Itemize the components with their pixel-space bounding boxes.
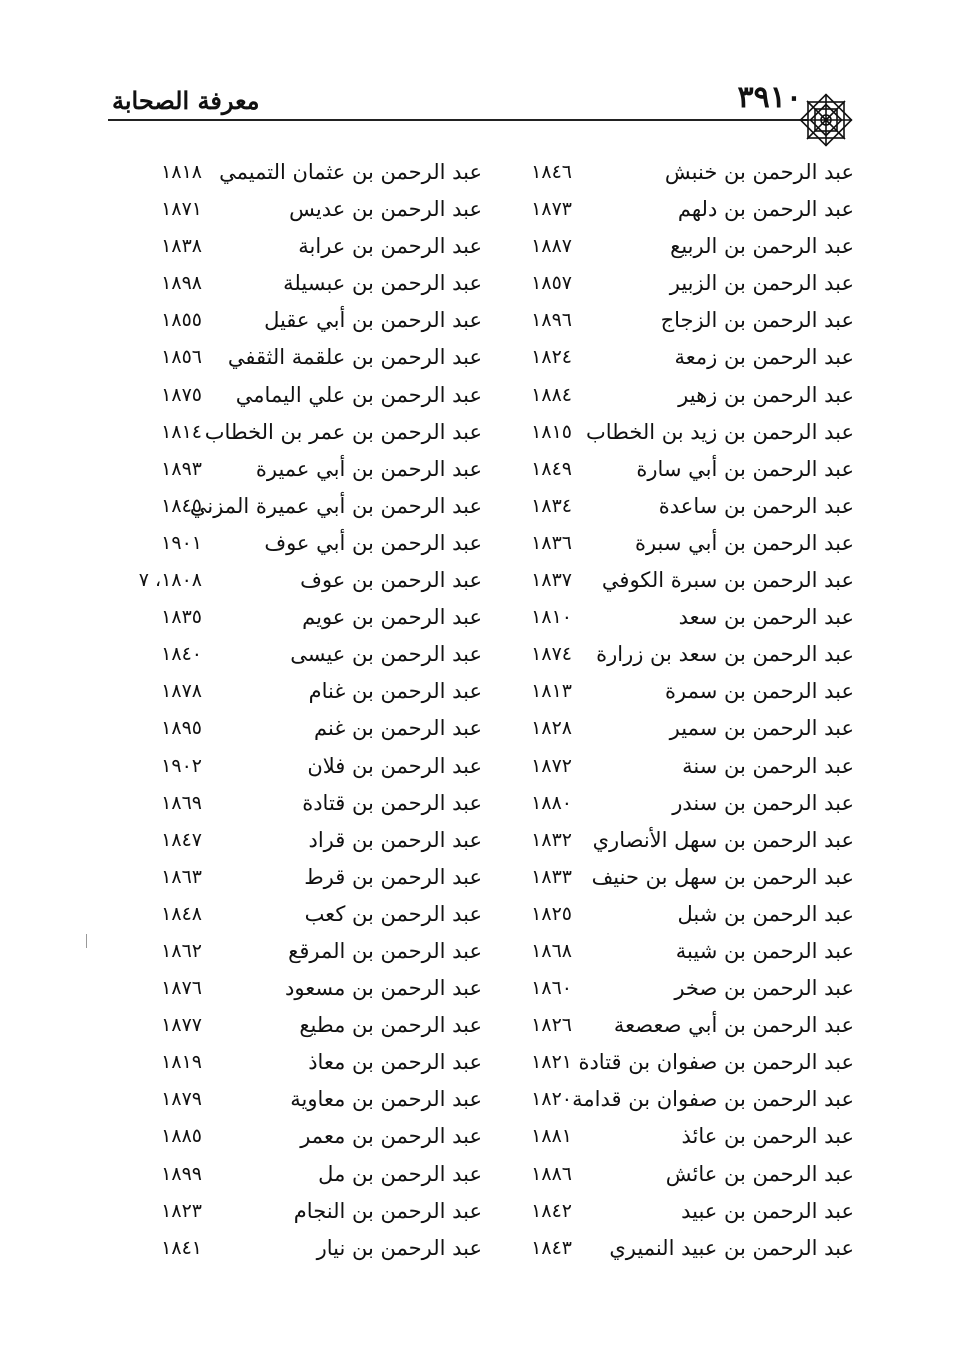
entry-name: عبد الرحمن بن أبي عقيل (264, 308, 482, 333)
entry-number: ١٨٦٣ (161, 865, 202, 888)
entry-number: ١٨١٣ (531, 680, 572, 703)
entry-number: ١٨٢٤ (531, 346, 572, 369)
entry-name: عبد الرحمن بن قراد (308, 827, 482, 852)
entry-number: ١٩٠٢ (161, 754, 202, 777)
index-row (118, 970, 862, 1007)
islamic-star-ornament-icon (794, 88, 858, 152)
index-row (118, 488, 862, 525)
entry-name: عبد الرحمن بن ساعدة (658, 493, 854, 518)
entry-number: ١٨٣٧ (531, 569, 572, 592)
index-row (118, 377, 862, 414)
entry-number: ١٨٦٠ (531, 977, 572, 1000)
entry-name: عبد الرحمن بن سمير (669, 716, 854, 741)
entry-number: ١٨٤٥ (161, 494, 202, 517)
entry-name: عبد الرحمن بن عبسيلة (283, 271, 482, 296)
entry-name: عبد الرحمن بن خنبش (664, 160, 854, 184)
entry-number: ١٨٥٥ (161, 309, 202, 332)
entry-name: عبد الرحمن بن علقمة الثقفي (227, 345, 482, 370)
index-row (118, 599, 862, 636)
entry-name: عبد الرحمن بن الربيع (670, 234, 854, 259)
entry-name: عبد الرحمن بن المرقع (288, 938, 482, 963)
entry-number: ١٨٣٣ (531, 865, 572, 888)
entry-name: عبد الرحمن بن سبرة الكوفي (601, 568, 854, 593)
entry-name: عبد الرحمن بن عيسى (290, 642, 482, 667)
entry-number: ١٨٧٣ (531, 198, 572, 221)
entry-name: عبد الرحمن بن فلان (307, 753, 482, 778)
entry-name: عبد الرحمن بن أبي عميرة المزني (189, 493, 482, 518)
entry-number: ١٨٦٨ (531, 939, 572, 962)
entry-name: عبد الرحمن بن عويم (302, 605, 482, 630)
entry-name: عبد الرحمن بن معمر (300, 1124, 482, 1149)
index-row (118, 748, 862, 785)
entry-number: ١٨٦٢ (161, 939, 202, 962)
entry-number: ١٨٦٩ (161, 791, 202, 814)
header-rule (108, 119, 808, 121)
entry-name: عبد الرحمن بن عبيد النميري (609, 1235, 854, 1260)
entry-name: عبد الرحمن بن زمعة (674, 345, 854, 370)
index-table (118, 154, 862, 1267)
index-row (118, 1230, 862, 1267)
entry-number: ١٨١٩ (161, 1051, 202, 1074)
entry-name: عبد الرحمن بن أبي سبرة (634, 530, 854, 555)
entry-number: ١٨٣٥ (161, 606, 202, 629)
entry-number: ١٩٠١ (161, 531, 202, 554)
index-row (118, 265, 862, 302)
entry-name: عبد الرحمن بن دلهم (677, 197, 854, 222)
entry-name: عبد الرحمن بن صخر (674, 976, 854, 1001)
entry-name: عبد الرحمن بن عوف (300, 568, 482, 593)
entry-number: ١٨٤٦ (531, 161, 572, 183)
entry-name: عبد الرحمن بن سندر (672, 790, 854, 815)
entry-number: ١٨٨١ (531, 1125, 572, 1148)
entry-name: عبد الرحمن بن مسعود (285, 976, 482, 1001)
entry-number: ١٨٧٩ (161, 1088, 202, 1111)
entry-number: ١٨٩٣ (161, 457, 202, 480)
entry-name: عبد الرحمن بن زيد بن الخطاب (585, 419, 854, 444)
entry-name: عبد الرحمن بن زهير (678, 382, 854, 407)
entry-number: ١٨٤٩ (531, 457, 572, 480)
entry-number: ١٨٣٦ (531, 531, 572, 554)
entry-name: عبد الرحمن بن علي اليمامي (235, 382, 482, 407)
index-row (118, 1007, 862, 1044)
index-row (118, 562, 862, 599)
entry-number: ١٨٢٦ (531, 1014, 572, 1037)
entry-number: ١٨٣٤ (531, 494, 572, 517)
entry-name: عبد الرحمن بن نيار (316, 1235, 482, 1260)
index-row (118, 414, 862, 451)
entry-number: ١٨٧٥ (161, 383, 202, 406)
index-row (118, 302, 862, 339)
entry-number: ١٨٧٤ (531, 643, 572, 666)
entry-number: ١٨٧٢ (531, 754, 572, 777)
entry-number: ١٨٣٨ (161, 235, 202, 258)
index-row (118, 710, 862, 747)
entry-name: عبد الرحمن بن سمرة (665, 679, 854, 704)
entry-name: عبد الرحمن بن الزبير (669, 271, 854, 296)
entry-name: عبد الرحمن بن عرابة (298, 234, 482, 259)
index-row (118, 339, 862, 376)
entry-number: ١٨٥٦ (161, 346, 202, 369)
page-header (0, 0, 962, 140)
entry-name: عبد الرحمن بن كعب (304, 901, 482, 926)
entry-name: عبد الرحمن بن أبي سارة (636, 456, 854, 481)
entry-number: ١٨٩٩ (161, 1162, 202, 1185)
entry-number: ١٨٢٥ (531, 902, 572, 925)
page-title: معرفة الصحابة (112, 86, 260, 115)
entry-name: عبد الرحمن بن أبي عميرة (255, 456, 482, 481)
entry-name: عبد الرحمن بن عديس (289, 197, 482, 222)
entry-number: ١٨٢٣ (161, 1199, 202, 1222)
entry-name: عبد الرحمن بن سهل الأنصاري (592, 827, 854, 852)
entry-number: ١٨١٨ (161, 161, 202, 183)
entry-number: ١٨٨٦ (531, 1162, 572, 1185)
entry-number: ١٨٧١ (161, 198, 202, 221)
index-row (118, 1156, 862, 1193)
index-row (118, 1193, 862, 1230)
index-row (118, 933, 862, 970)
entry-number: ١٨٥٧ (531, 272, 572, 295)
entry-name: عبد الرحمن بن شيبة (675, 938, 854, 963)
entry-number: ١٨٩٥ (161, 717, 202, 740)
entry-number: ١٨٤٠ (161, 643, 202, 666)
index-row (118, 785, 862, 822)
entry-name: عبد الرحمن بن مطيع (299, 1013, 482, 1038)
entry-name: عبد الرحمن بن صفوان بن قتادة (578, 1050, 854, 1075)
index-row (118, 228, 862, 265)
index-row (118, 1081, 862, 1118)
entry-number: ١٨٧٨ (161, 680, 202, 703)
entry-number: ١٨٤٢ (531, 1199, 572, 1222)
entry-number: ١٨٢١ (531, 1051, 572, 1074)
entry-name: عبد الرحمن بن النجام (293, 1198, 482, 1223)
entry-name: عبد الرحمن بن سعد بن زرارة (596, 642, 854, 667)
entry-number: ١٨٣٢ (531, 828, 572, 851)
entry-name: عبد الرحمن بن غنام (308, 679, 482, 704)
entry-number: ١٨١٥ (531, 420, 572, 443)
entry-name: عبد الرحمن بن عائذ (681, 1124, 854, 1149)
entry-name: عبد الرحمن بن عثمان التميمي (219, 160, 482, 184)
index-row (118, 154, 862, 191)
entry-name: عبد الرحمن بن عبيد (681, 1198, 854, 1223)
index-row (118, 1044, 862, 1081)
index-row (118, 673, 862, 710)
entry-number: ١٨٤١ (161, 1236, 202, 1259)
entry-name: عبد الرحمن بن سعد (678, 605, 854, 630)
entry-name: عبد الرحمن بن قتادة (302, 790, 482, 815)
entry-number: ١٨٤٨ (161, 902, 202, 925)
entry-number: ١٨٩٨ (161, 272, 202, 295)
page-number: ٣٩١٠ (737, 80, 802, 115)
entry-number: ١٨٤٣ (531, 1236, 572, 1259)
index-row (118, 859, 862, 896)
index-row (118, 822, 862, 859)
entry-number: ١٨٨٠ (531, 791, 572, 814)
index-row (118, 1118, 862, 1155)
entry-name: عبد الرحمن بن صفوان بن قدامة (572, 1087, 854, 1112)
index-row (118, 636, 862, 673)
entry-number: ١٨٢٠ (531, 1088, 572, 1111)
index-row (118, 451, 862, 488)
index-row (118, 191, 862, 228)
entry-name: عبد الرحمن بن شبل (677, 901, 854, 926)
entry-number: ١٨٢٨ (531, 717, 572, 740)
entry-name: عبد الرحمن بن معاوية (290, 1087, 482, 1112)
index-row (118, 896, 862, 933)
entry-name: عبد الرحمن بن عمر بن الخطاب (204, 419, 482, 444)
entry-name: عبد الرحمن بن الزجاج (660, 308, 854, 333)
entry-name: عبد الرحمن بن أبي صعصعة (613, 1013, 854, 1038)
entry-name: عبد الرحمن بن عائش (665, 1161, 854, 1186)
entry-number: ١٨٧٦ (161, 977, 202, 1000)
entry-number: ١٨٤٧ (161, 828, 202, 851)
entry-name: عبد الرحمن بن مل (318, 1161, 482, 1186)
entry-number: ١٨١٠ (531, 606, 572, 629)
entry-name: عبد الرحمن بن سنة (682, 753, 854, 778)
entry-number: ١٨٧٧ (161, 1014, 202, 1037)
entry-number: ١٨٩٦ (531, 309, 572, 332)
entry-name: عبد الرحمن بن أبي عوف (264, 530, 482, 555)
entry-number: ١٨٨٥ (161, 1125, 202, 1148)
entry-number: ١٨١٤ (161, 420, 202, 443)
entry-name: عبد الرحمن بن سهل بن حنيف (591, 864, 854, 889)
entry-number: ١٨٨٧ (531, 235, 572, 258)
margin-mark (86, 934, 87, 948)
entry-number: ١٨٠٨، ٧ (138, 569, 202, 592)
entry-name: عبد الرحمن بن غنم (314, 716, 482, 741)
index-row (118, 525, 862, 562)
entry-number: ١٨٨٤ (531, 383, 572, 406)
entry-name: عبد الرحمن بن قرط (304, 864, 482, 889)
entry-name: عبد الرحمن بن معاذ (308, 1050, 482, 1075)
